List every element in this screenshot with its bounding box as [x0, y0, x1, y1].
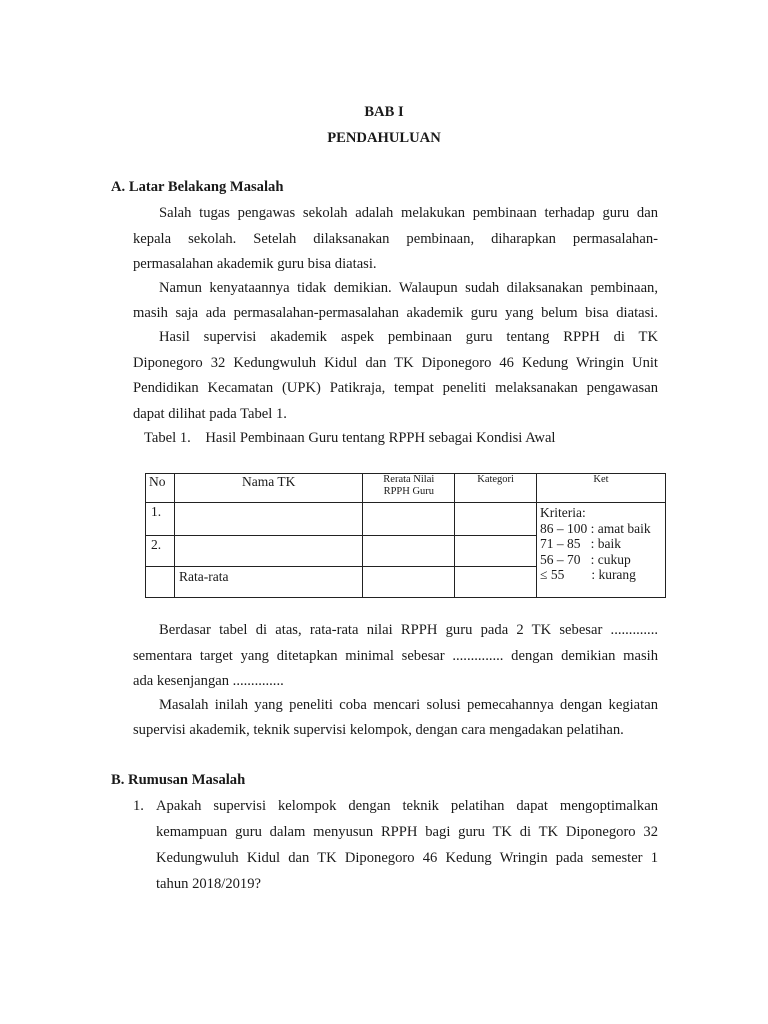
section-a-heading: A. Latar Belakang Masalah — [111, 179, 284, 195]
header-rerata-line1: Rerata Nilai — [383, 474, 435, 485]
table-cell — [363, 567, 455, 598]
table-caption: Tabel 1. Hasil Pembinaan Guru tentang RPPH sebagai Kondisi Awal — [144, 430, 556, 446]
criteria-line: ≤ 55 : kurang — [540, 567, 636, 582]
text-line: Apakah supervisi kelompok dengan teknik pelatihan dapat mengoptimalkan — [156, 798, 658, 814]
text-line: kepala sekolah. Setelah dilaksanakan pembinaan, diharapkan permasalahan- — [133, 231, 658, 247]
table-cell — [174, 503, 362, 536]
text-line: Masalah inilah yang peneliti coba mencari solusi pemecahannya dengan kegiatan — [159, 697, 658, 713]
table-cell — [146, 567, 175, 598]
header-kategori-text: Kategori — [477, 474, 514, 485]
text-line: kemampuan guru dalam menyusun RPPH bagi guru TK di TK Diponegoro 32 — [156, 824, 658, 840]
text-line: Pendidikan Kecamatan (UPK) Patikraja, tempat peneliti melaksanakan pengawasan — [133, 380, 658, 396]
header-ket-text: Ket — [593, 474, 609, 485]
average-label: Rata-rata — [178, 569, 229, 584]
section-b-heading: B. Rumusan Masalah — [111, 772, 246, 788]
criteria-line: 56 – 70 : cukup — [540, 551, 631, 567]
criteria-line: 86 – 100 : amat baik — [540, 520, 651, 536]
text-line: Namun kenyataannya tidak demikian. Walaupun sudah dilaksanakan pembinaan, — [159, 280, 658, 296]
header-rerata — [363, 474, 455, 503]
text-line: Berdasar tabel di atas, rata-rata nilai RPPH guru pada 2 TK sebesar ............. — [159, 622, 658, 638]
table-cell — [363, 503, 455, 536]
table-cell — [363, 536, 455, 567]
row-number — [146, 503, 175, 536]
text-line: supervisi akademik, teknik supervisi kelompok, dengan cara mengadakan pelatihan. — [133, 722, 624, 738]
criteria-cell — [537, 503, 666, 598]
text-line: masih saja ada permasalahan-permasalahan akademik guru yang belum bisa diatasi. — [133, 305, 658, 321]
text-line: Diponegoro 32 Kedungwuluh Kidul dan TK Diponegoro 46 Kedung Wringin Unit — [133, 355, 658, 371]
table-cell — [455, 503, 537, 536]
text-line: tahun 2018/2019? — [156, 876, 261, 892]
text-line: dapat dilihat pada Tabel 1. — [133, 406, 287, 422]
table-cell — [455, 567, 537, 598]
header-ket — [537, 474, 666, 503]
list-number: 1. — [133, 798, 144, 814]
chapter-title: PENDAHULUAN — [327, 130, 441, 146]
row-number — [146, 536, 175, 567]
table-cell — [174, 536, 362, 567]
criteria-line: Kriteria: — [540, 505, 586, 520]
row-number-text: 2. — [151, 537, 162, 552]
row-number-text: 1. — [151, 504, 162, 519]
header-kategori — [455, 474, 537, 503]
header-no — [146, 474, 175, 503]
header-no-text: No — [149, 474, 166, 489]
header-nama-tk — [174, 474, 362, 503]
table-header-row — [146, 474, 666, 503]
criteria-line: 71 – 85 : baik — [540, 536, 622, 551]
chapter-number: BAB I — [364, 104, 404, 120]
text-line: Salah tugas pengawas sekolah adalah melakukan pembinaan terhadap guru dan — [159, 205, 658, 221]
header-rerata-line2: RPPH Guru — [383, 486, 435, 497]
text-line: sementara target yang ditetapkan minimal sebesar .............. dengan demikian masih — [133, 648, 658, 664]
table-row — [146, 503, 666, 536]
text-line: ada kesenjangan .............. — [133, 673, 284, 689]
header-nama-text: Nama TK — [242, 474, 296, 489]
text-line: Hasil supervisi akademik aspek pembinaan guru tentang RPPH di TK — [159, 329, 658, 345]
text-line: permasalahan akademik guru bisa diatasi. — [133, 256, 377, 272]
text-line: Kedungwuluh Kidul dan TK Diponegoro 46 Kedung Wringin pada semester 1 — [156, 850, 658, 866]
table-cell — [455, 536, 537, 567]
average-label-cell — [174, 567, 362, 598]
results-table — [145, 473, 666, 598]
